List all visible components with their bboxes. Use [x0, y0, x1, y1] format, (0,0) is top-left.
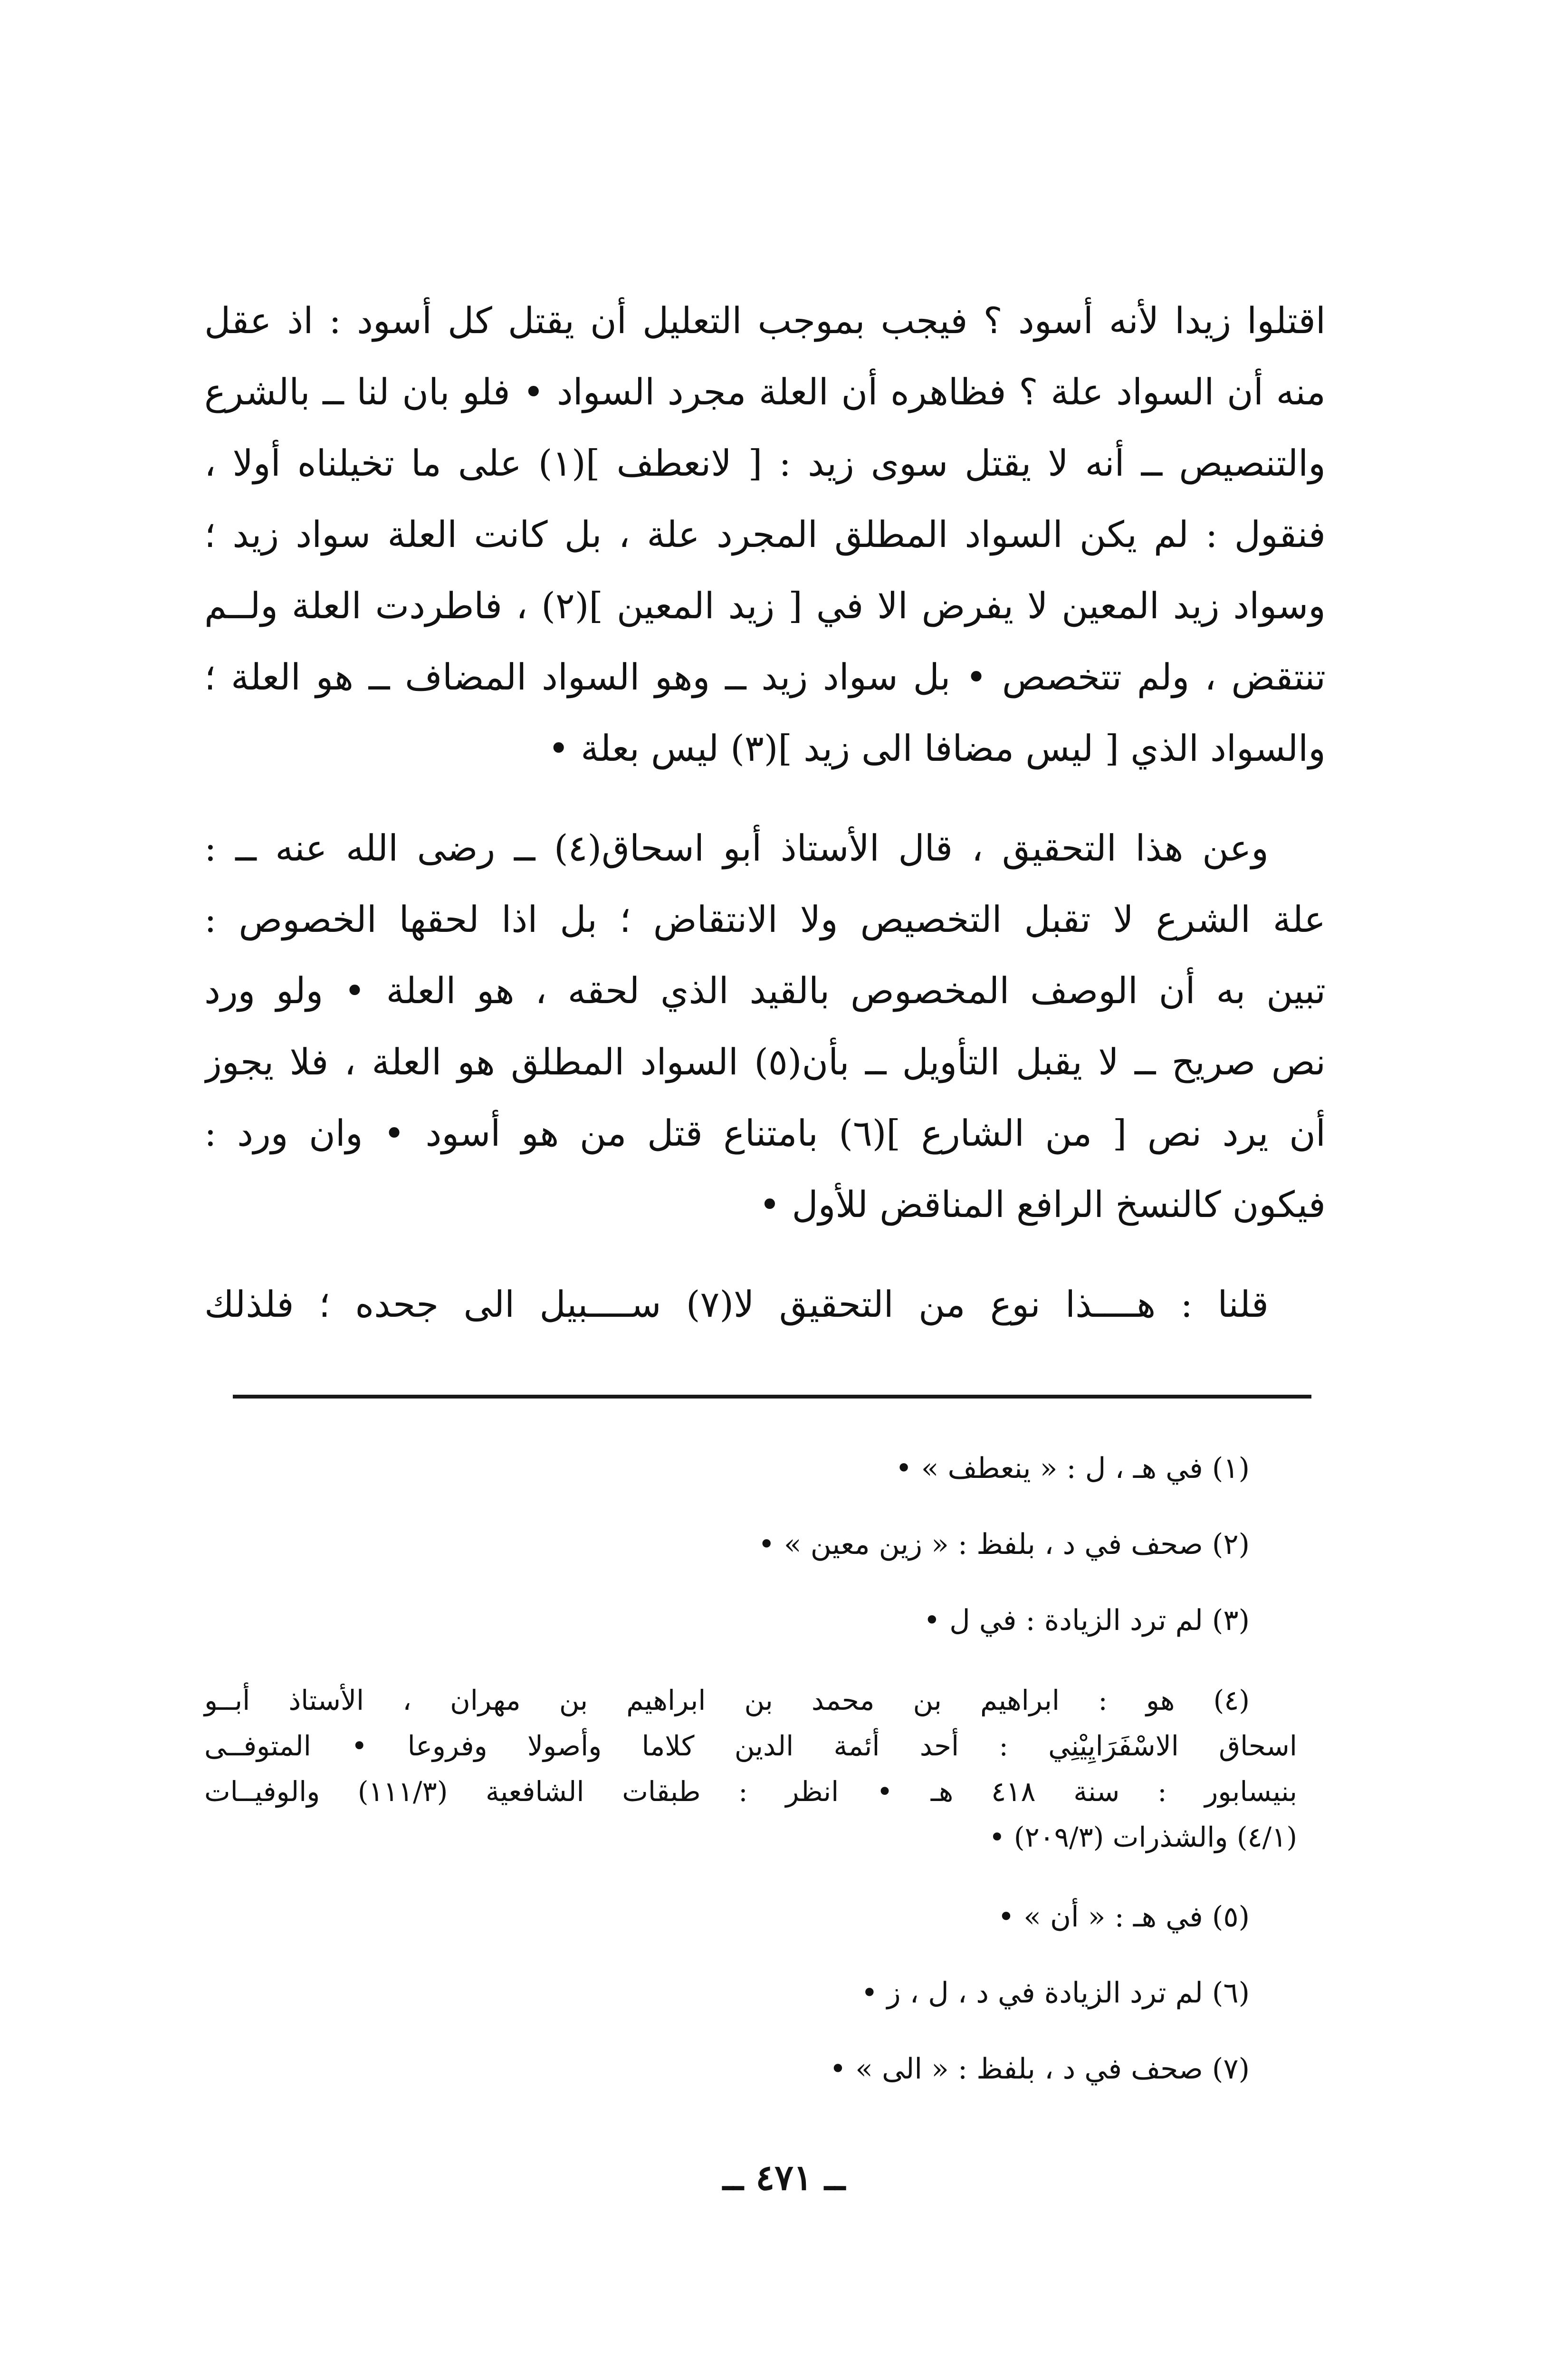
footnote-4 — [204, 1677, 1297, 1860]
text-line: تبين به أن الوصف المخصوص بالقيد الذي لحقه ، هو العلة • ولو ورد — [204, 969, 1326, 1012]
text-line: علة الشرع لا تقبل التخصيص ولا الانتقاض ؛ بل اذا لحقها الخصوص : — [204, 898, 1326, 940]
footnote-6: (٦) لم ترد الزيادة في د ، ل ، ز • — [861, 1976, 1250, 2010]
paragraph-2 — [204, 813, 1326, 1240]
footnote-7: (٧) صحف في د ، بلفظ : « الى » • — [829, 2052, 1250, 2086]
text-line: وسواد زيد المعين لا يفرض الا في [ زيد المعين ](٢) ، فاطردت العلة ولــم — [204, 584, 1326, 627]
main-text — [204, 285, 1326, 1340]
text-line: تنتقض ، ولم تتخصص • بل سواد زيد ــ وهو السواد المضاف ــ هو العلة ؛ — [204, 656, 1326, 698]
footnote-3: (٣) لم ترد الزيادة : في ل • — [923, 1604, 1250, 1637]
text-line: اقتلوا زيدا لأنه أسود ؟ فيجب بموجب التعليل أن يقتل كل أسود : اذ عقل — [204, 299, 1326, 342]
text-line: أن يرد نص [ من الشارع ](٦) بامتناع قتل من هو أسود • وان ورد : — [204, 1112, 1326, 1154]
text-line: وعن هذا التحقيق ، قال الأستاذ أبو اسحاق(٤) ــ رضى الله عنه ــ : — [204, 827, 1269, 869]
paragraph-1 — [204, 285, 1326, 784]
footnote-2: (٢) صحف في د ، بلفظ : « زين معين » • — [758, 1528, 1250, 1561]
text-line: فيكون كالنسخ الرافع المناقض للأول • — [759, 1183, 1326, 1226]
text-line: منه أن السواد علة ؟ فظاهره أن العلة مجرد السواد • فلو بان لنا ــ بالشرع — [204, 371, 1326, 413]
footnote-5: (٥) في هـ : « أن » • — [997, 1900, 1250, 1934]
paragraph-3 — [204, 1269, 1326, 1340]
footnote-1: (١) في هـ ، ل : « ينعطف » • — [895, 1452, 1250, 1485]
footnote-separator — [233, 1395, 1311, 1399]
text-line: والتنصيص ــ أنه لا يقتل سوى زيد : [ لانعطف ](١) على ما تخيلناه أولا ، — [204, 442, 1326, 484]
footnote-4-line: (٤/١) والشذرات (٢٠٩/٣) • — [989, 1821, 1297, 1853]
text-line: نص صريح ــ لا يقبل التأويل ــ بأن(٥) السواد المطلق هو العلة ، فلا يجوز — [204, 1041, 1326, 1083]
paragraph-gap — [204, 784, 1326, 813]
footnote-gap — [204, 1860, 1297, 1879]
footnote-4-line: (٤) هو : ابراهيم بن محمد بن ابراهيم بن مهران ، الأستاذ أبــو — [204, 1684, 1250, 1716]
paragraph-gap — [204, 1240, 1326, 1269]
text-line: قلنا : هــــذا نوع من التحقيق لا(٧) ســــبيل الى جحده ؛ فلذلك — [204, 1283, 1269, 1325]
footnote-4-line: بنيسابور : سنة ٤١٨ هـ • انظر : طبقات الشافعية (١١١/٣) والوفيــات — [204, 1775, 1297, 1808]
footnotes — [204, 1430, 1297, 2107]
footnote-4-line: اسحاق الاسْفَرَايِيْنِي : أحد أئمة الدين كلاما وأصولا وفروعا • المتوفــى — [204, 1730, 1297, 1762]
footnote-gap — [204, 1658, 1297, 1677]
text-line: والسواد الذي [ ليس مضافا الى زيد ](٣) ليس بعلة • — [548, 727, 1326, 769]
page-number: ــ ٤٧١ ــ — [723, 2157, 845, 2198]
text-line: فنقول : لم يكن السواد المطلق المجرد علة ، بل كانت العلة سواد زيد ؛ — [204, 513, 1326, 556]
